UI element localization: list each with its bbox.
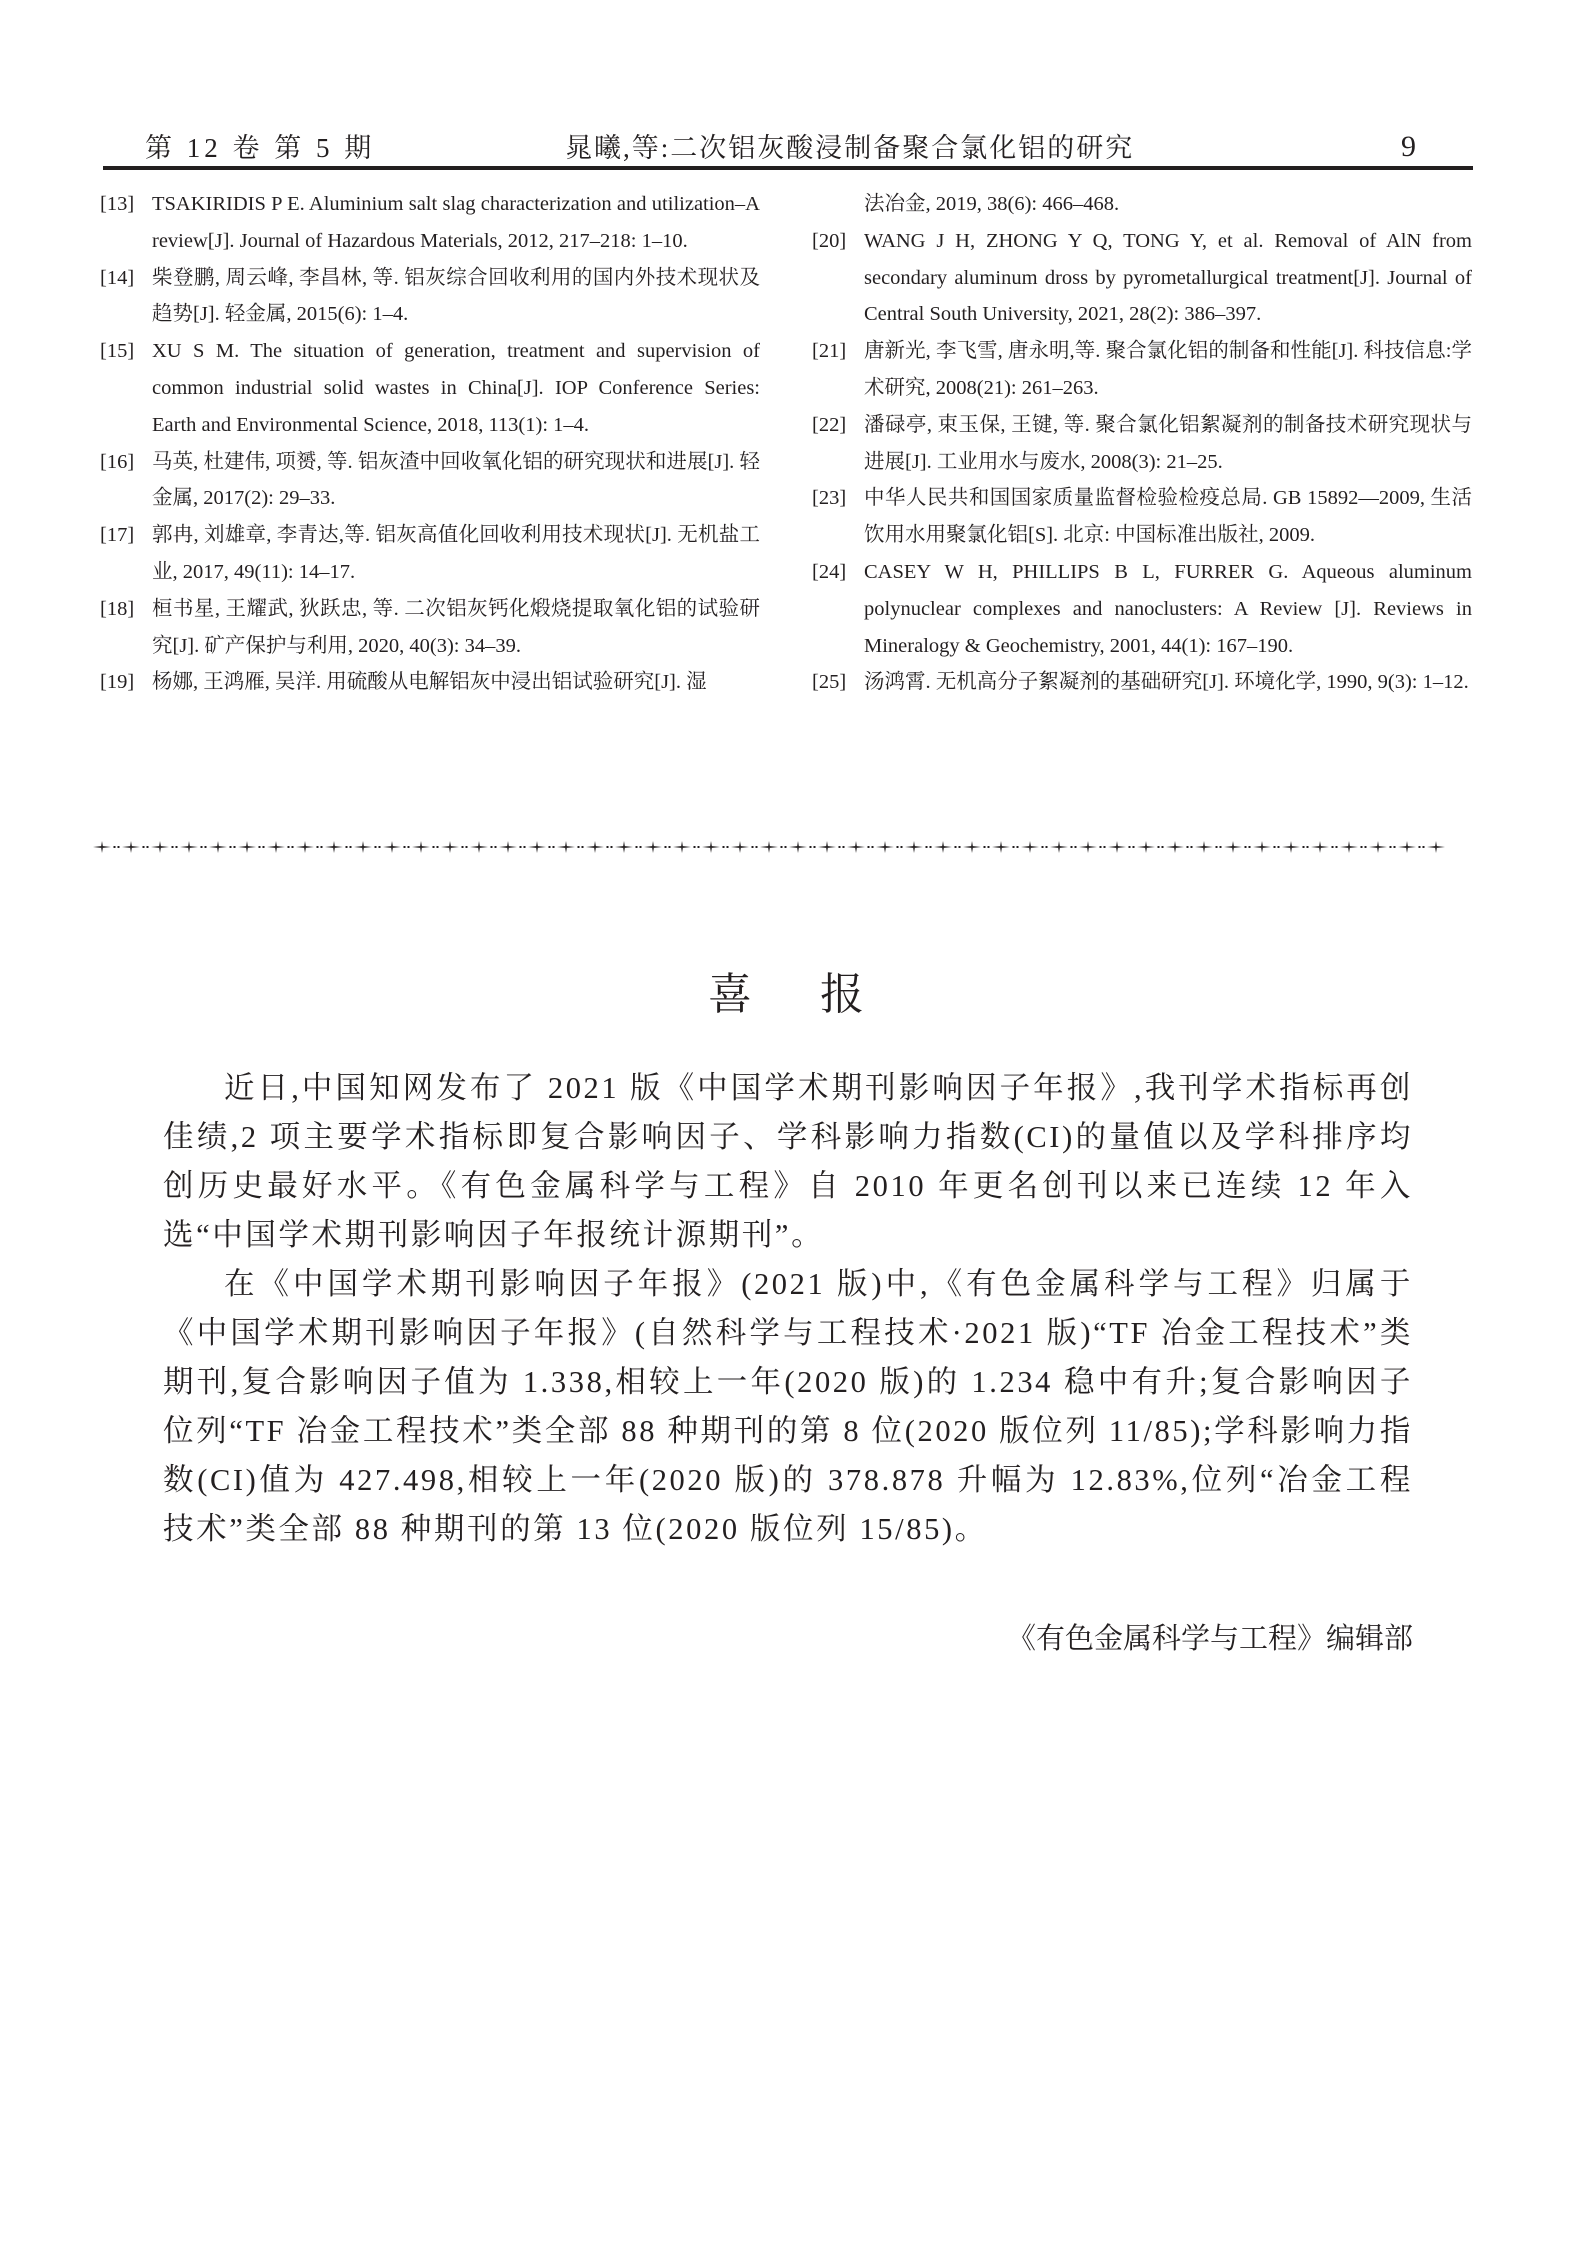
separator-dot xyxy=(292,846,294,848)
separator-dot xyxy=(984,846,986,848)
separator-dot xyxy=(1158,846,1160,848)
reference-text: WANG J H, ZHONG Y Q, TONG Y, et al. Removal of AlN from secondary aluminum dross by pyrometallurgical treatment[J]. Journal of Central South University, 2021, 28(2): 386–397. xyxy=(864,229,1472,326)
decorative-separator xyxy=(90,838,1460,856)
separator-dot xyxy=(346,846,348,848)
separator-star xyxy=(760,841,778,853)
separator-dot xyxy=(462,846,464,848)
separator-dot xyxy=(868,846,870,848)
reference-number: [14] xyxy=(100,266,135,289)
separator-star xyxy=(238,841,256,853)
title-char: 报 xyxy=(820,969,866,1020)
separator-dot xyxy=(1365,846,1367,848)
reference-number: [20] xyxy=(812,229,847,252)
separator-dot xyxy=(1274,846,1276,848)
reference-item xyxy=(812,333,1472,407)
separator-dot xyxy=(1336,846,1338,848)
separator-dot xyxy=(259,846,261,848)
separator-dot xyxy=(1278,846,1280,848)
reference-text: 郭冉, 刘雄章, 李青达,等. 铝灰高值化回收利用技术现状[J]. 无机盐工业, 2017, 49(11): 14–17. xyxy=(152,524,760,583)
separator-dot xyxy=(350,846,352,848)
separator-dot xyxy=(375,846,377,848)
separator-dot xyxy=(901,846,903,848)
separator-star xyxy=(992,841,1010,853)
separator-star xyxy=(789,841,807,853)
separator-dot xyxy=(1129,846,1131,848)
reference-text: 杨娜, 王鸿雁, 吴洋. 用硫酸从电解铝灰中浸出铝试验研究[J]. 湿 xyxy=(152,671,707,694)
separator-dot xyxy=(810,846,812,848)
reference-item xyxy=(100,260,760,334)
editorial-signature: 《有色金属科学与工程》编辑部 xyxy=(1006,1621,1413,1655)
separator-star xyxy=(180,841,198,853)
separator-dot xyxy=(959,846,961,848)
separator-star xyxy=(731,841,749,853)
reference-item xyxy=(100,664,760,701)
separator-dot xyxy=(172,846,174,848)
separator-dot xyxy=(955,846,957,848)
separator-dot xyxy=(176,846,178,848)
separator-dot xyxy=(897,846,899,848)
separator-dot xyxy=(843,846,845,848)
separator-dot xyxy=(433,846,435,848)
separator-star xyxy=(1282,841,1300,853)
separator-star xyxy=(1195,841,1213,853)
separator-dot xyxy=(752,846,754,848)
reference-text: 法冶金, 2019, 38(6): 466–468. xyxy=(864,193,1120,215)
reference-item xyxy=(100,186,760,260)
separator-dot xyxy=(1071,846,1073,848)
separator-dot xyxy=(230,846,232,848)
separator-star xyxy=(1253,841,1271,853)
separator-dot xyxy=(553,846,555,848)
reference-item xyxy=(812,407,1472,481)
separator-dot xyxy=(1394,846,1396,848)
separator-dot xyxy=(1220,846,1222,848)
separator-star xyxy=(1398,841,1416,853)
separator-dot xyxy=(495,846,497,848)
separator-dot xyxy=(201,846,203,848)
separator-dot xyxy=(930,846,932,848)
separator-dot xyxy=(665,846,667,848)
separator-dot xyxy=(524,846,526,848)
separator-star xyxy=(122,841,140,853)
separator-dot xyxy=(288,846,290,848)
reference-number: [23] xyxy=(812,487,847,510)
separator-star xyxy=(325,841,343,853)
separator-dot xyxy=(1187,846,1189,848)
separator-dot xyxy=(1100,846,1102,848)
separator-dot xyxy=(520,846,522,848)
reference-item xyxy=(812,554,1472,664)
separator-dot xyxy=(723,846,725,848)
reference-text: 潘碌亭, 束玉保, 王键, 等. 聚合氯化铝絮凝剂的制备技术研究现状与进展[J]. 工业用水与废水, 2008(3): 21–25. xyxy=(864,413,1472,473)
separator-dot xyxy=(839,846,841,848)
reference-item xyxy=(812,223,1472,333)
body-paragraph: 近日,中国知网发布了 2021 版《中国学术期刊影响因子年报》,我刊学术指标再创佳绩,2 项主要学术指标即复合影响因子、学科影响力指数(CI)的量值以及学科排序均创历史最好水平。《有色金属科学与工程》自 2010 年更名创刊以来已连续 12 年入选“中国学术期刊影响因子年报统计源期刊”。 xyxy=(163,1071,1413,1252)
separator-dot xyxy=(404,846,406,848)
separator-star xyxy=(934,841,952,853)
header-rule xyxy=(103,166,1473,170)
separator-dot xyxy=(1249,846,1251,848)
running-title: 晁曦,等:二次铝灰酸浸制备聚合氯化铝的研究 xyxy=(565,133,1135,163)
separator-star xyxy=(1340,841,1358,853)
separator-star xyxy=(209,841,227,853)
reference-text: XU S M. The situation of generation, treatment and supervision of common industrial solid wastes in China[J]. IOP Conference Series: Earth and Environmental Science, 2018, 113(1): 1–4. xyxy=(152,340,760,436)
separator-dot xyxy=(640,846,642,848)
reference-number: [25] xyxy=(812,671,847,694)
separator-dot xyxy=(698,846,700,848)
running-header xyxy=(103,118,1473,168)
journal-issue: 第 12 卷 第 5 期 xyxy=(145,133,376,163)
separator-dot xyxy=(147,846,149,848)
separator-dot xyxy=(143,846,145,848)
separator-star xyxy=(441,841,459,853)
separator-star xyxy=(1050,841,1068,853)
separator-star xyxy=(557,841,575,853)
title-char: 喜 xyxy=(708,969,754,1020)
separator-star xyxy=(267,841,285,853)
separator-star xyxy=(296,841,314,853)
separator-star xyxy=(151,841,169,853)
separator-dot xyxy=(1013,846,1015,848)
separator-dot xyxy=(1191,846,1193,848)
separator-dot xyxy=(379,846,381,848)
separator-star xyxy=(1311,841,1329,853)
separator-star xyxy=(905,841,923,853)
references-left-column xyxy=(100,186,760,701)
separator-dot xyxy=(114,846,116,848)
reference-number: [18] xyxy=(100,597,135,620)
separator-dot xyxy=(1162,846,1164,848)
separator-dot xyxy=(814,846,816,848)
announcement-title xyxy=(0,958,1574,1022)
separator-dot xyxy=(549,846,551,848)
separator-dot xyxy=(317,846,319,848)
separator-star xyxy=(673,841,691,853)
separator-star xyxy=(847,841,865,853)
separator-dot xyxy=(926,846,928,848)
separator-dot xyxy=(263,846,265,848)
separator-dot xyxy=(582,846,584,848)
separator-dot xyxy=(1423,846,1425,848)
reference-item xyxy=(100,591,760,665)
separator-dot xyxy=(1042,846,1044,848)
reference-text: 中华人民共和国国家质量监督检验检疫总局. GB 15892—2009, 生活饮用水用聚氯化铝[S]. 北京: 中国标准出版社, 2009. xyxy=(864,487,1472,547)
body-paragraph: 在《中国学术期刊影响因子年报》(2021 版)中,《有色金属科学与工程》归属于《中国学术期刊影响因子年报》(自然科学与工程技术·2021 版)“TF 冶金工程技术”类期刊,复合影响因子值为 1.338,相较上一年(2020 版)的 1.234 稳中有升;复合影响因子位列“TF 冶金工程技术”类全部 88 种期刊的第 8 位(2020 版位列 11/85);学科影响力指数(CI)值为 427.498,相较上一年(2020 版)的 378.878 升幅为 12.83%,位列“冶金工程技术”类全部 88 种期刊的第 13 位(2020 版位列 15/85)。 xyxy=(163,1267,1413,1546)
reference-number: [16] xyxy=(100,450,135,473)
separator-dot xyxy=(321,846,323,848)
reference-item xyxy=(100,517,760,591)
reference-continuation xyxy=(812,186,1472,223)
separator-dot xyxy=(1104,846,1106,848)
reference-item xyxy=(100,444,760,518)
separator-dot xyxy=(1307,846,1309,848)
separator-star xyxy=(1021,841,1039,853)
reference-item xyxy=(812,480,1472,554)
separator-dot xyxy=(781,846,783,848)
separator-dot xyxy=(1017,846,1019,848)
separator-star xyxy=(1108,841,1126,853)
reference-text: 唐新光, 李飞雪, 唐永明,等. 聚合氯化铝的制备和性能[J]. 科技信息:学术研究, 2008(21): 261–263. xyxy=(864,340,1472,399)
separator-dot xyxy=(727,846,729,848)
separator-star xyxy=(1224,841,1242,853)
separator-dot xyxy=(1361,846,1363,848)
separator-star xyxy=(383,841,401,853)
separator-star xyxy=(470,841,488,853)
reference-number: [21] xyxy=(812,340,847,363)
separator-dot xyxy=(1303,846,1305,848)
separator-star xyxy=(1166,841,1184,853)
separator-star xyxy=(876,841,894,853)
separator-dot xyxy=(1133,846,1135,848)
separator-dot xyxy=(669,846,671,848)
separator-dot xyxy=(988,846,990,848)
reference-text: 桓书星, 王耀武, 狄跃忠, 等. 二次铝灰钙化煅烧提取氧化铝的试验研究[J]. 矿产保护与利用, 2020, 40(3): 34–39. xyxy=(152,597,760,657)
separator-dot xyxy=(437,846,439,848)
reference-number: [13] xyxy=(100,193,135,215)
reference-number: [17] xyxy=(100,524,135,547)
reference-text: 马英, 杜建伟, 项赟, 等. 铝灰渣中回收氧化铝的研究现状和进展[J]. 轻金属, 2017(2): 29–33. xyxy=(152,450,760,510)
separator-star xyxy=(1079,841,1097,853)
separator-dot xyxy=(491,846,493,848)
separator-dot xyxy=(234,846,236,848)
separator-star xyxy=(1369,841,1387,853)
reference-number: [15] xyxy=(100,340,135,363)
separator-star xyxy=(615,841,633,853)
separator-dot xyxy=(785,846,787,848)
separator-dot xyxy=(1075,846,1077,848)
separator-star xyxy=(586,841,604,853)
reference-text: 汤鸿霄. 无机高分子絮凝剂的基础研究[J]. 环境化学, 1990, 9(3): 1–12. xyxy=(864,671,1469,694)
separator-dot xyxy=(872,846,874,848)
reference-item xyxy=(100,333,760,443)
separator-dot xyxy=(1390,846,1392,848)
separator-dot xyxy=(611,846,613,848)
separator-star xyxy=(644,841,662,853)
separator-star xyxy=(1427,841,1445,853)
references-right-column xyxy=(812,186,1472,701)
separator-dot xyxy=(756,846,758,848)
announcement-body xyxy=(163,1064,1413,1554)
separator-dot xyxy=(1245,846,1247,848)
separator-dot xyxy=(636,846,638,848)
separator-star xyxy=(528,841,546,853)
separator-star xyxy=(818,841,836,853)
separator-dot xyxy=(578,846,580,848)
separator-star xyxy=(412,841,430,853)
reference-text: 柴登鹏, 周云峰, 李昌林, 等. 铝灰综合回收利用的国内外技术现状及趋势[J]. 轻金属, 2015(6): 1–4. xyxy=(152,266,760,326)
separator-dot xyxy=(1332,846,1334,848)
separator-star xyxy=(354,841,372,853)
separator-dot xyxy=(118,846,120,848)
reference-item xyxy=(812,664,1472,701)
separator-dot xyxy=(466,846,468,848)
separator-star xyxy=(963,841,981,853)
separator-dot xyxy=(205,846,207,848)
separator-dot xyxy=(408,846,410,848)
reference-number: [22] xyxy=(812,413,847,436)
separator-star xyxy=(93,841,111,853)
separator-star xyxy=(1137,841,1155,853)
reference-number: [24] xyxy=(812,560,847,583)
separator-star xyxy=(702,841,720,853)
page-number: 9 xyxy=(1401,130,1416,163)
separator-dot xyxy=(1216,846,1218,848)
separator-star xyxy=(499,841,517,853)
reference-text: CASEY W H, PHILLIPS B L, FURRER G. Aqueous aluminum polynuclear complexes and nanoclusters: A Review [J]. Reviews in Mineralogy & Geochemistry, 2001, 44(1): 167–190. xyxy=(864,560,1472,657)
separator-dot xyxy=(607,846,609,848)
separator-dot xyxy=(1419,846,1421,848)
separator-dot xyxy=(1046,846,1048,848)
reference-number: [19] xyxy=(100,671,135,694)
separator-dot xyxy=(694,846,696,848)
reference-text: TSAKIRIDIS P E. Aluminium salt slag characterization and utilization–A review[J]. Journal of Hazardous Materials, 2012, 217–218: 1–10. xyxy=(152,193,760,252)
